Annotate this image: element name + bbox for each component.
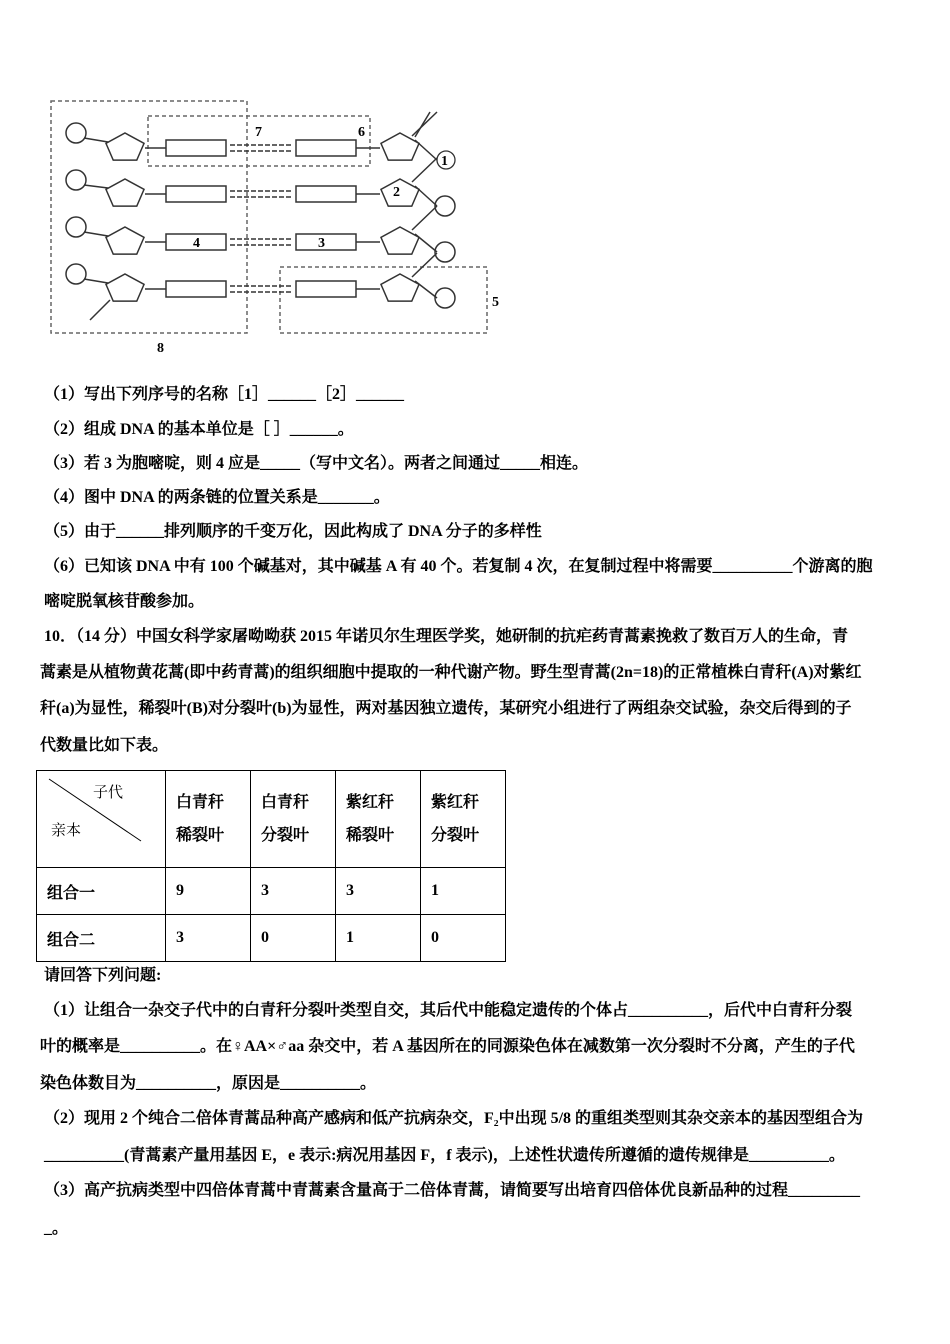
text-line: （3）高产抗病类型中四倍体青蒿中青蒿素含量高于二倍体青蒿，请简要写出培育四倍体优良新品种的过程_________ <box>44 1182 861 1199</box>
text-line: __________(青蒿素产量用基因 E，e 表示:病况用基因 F，f 表示)，上述性状遗传所遵循的遗传规律是__________。 <box>44 1147 845 1164</box>
cell: 3 <box>251 868 336 915</box>
phosphate-circle <box>66 170 86 190</box>
base-rect <box>166 281 226 297</box>
text-line: （4）图中 DNA 的两条链的位置关系是_______。 <box>44 489 390 506</box>
header-cell: 白青秆 稀裂叶 <box>166 771 251 868</box>
phosphate-circle <box>435 242 455 262</box>
label-4: 4 <box>193 236 200 251</box>
bond-line <box>90 300 110 320</box>
cell: 1 <box>336 915 421 962</box>
label-3: 3 <box>318 236 325 251</box>
phosphate-circle <box>435 196 455 216</box>
base-rect <box>296 140 356 156</box>
cell: 3 <box>336 868 421 915</box>
deoxyribose-pentagon <box>381 179 419 206</box>
bond-line <box>412 112 437 136</box>
corner-offspring-label: 子代 <box>93 783 124 801</box>
box-7-6 <box>148 116 370 166</box>
deoxyribose-pentagon <box>106 179 144 206</box>
cross-results-table <box>36 770 506 962</box>
deoxyribose-pentagon <box>106 274 144 301</box>
base-rect <box>166 186 226 202</box>
cell: 1 <box>421 868 506 915</box>
label-1: 1 <box>441 154 448 169</box>
bond-line <box>415 112 430 137</box>
bond-line <box>412 206 437 230</box>
deoxyribose-pentagon <box>106 133 144 160</box>
corner-parent-label: 亲本 <box>51 821 82 839</box>
bond-line <box>84 279 108 283</box>
phosphate-circle <box>66 264 86 284</box>
dna-structure-diagram <box>0 0 520 360</box>
text-line: 10．（14 分）中国女科学家屠呦呦获 2015 年诺贝尔生理医学奖，她研制的抗疟药青蒿素挽救了数百万人的生命，青 <box>44 628 849 645</box>
bond-line <box>84 185 108 188</box>
bond-line <box>415 186 437 206</box>
label-5: 5 <box>492 295 499 310</box>
row-label: 组合二 <box>37 915 166 962</box>
text-line: _。 <box>44 1220 69 1237</box>
phosphate-circle <box>66 217 86 237</box>
table-row <box>37 868 506 915</box>
header-cell: 紫红秆 稀裂叶 <box>336 771 421 868</box>
label-2: 2 <box>393 185 400 200</box>
text-line: （1）让组合一杂交子代中的白青秆分裂叶类型自交，其后代中能稳定遗传的个体占__________，后代中白青秆分裂 <box>44 1002 853 1019</box>
deoxyribose-pentagon <box>381 274 419 301</box>
text-line: 染色体数目为__________，原因是__________。 <box>40 1075 377 1092</box>
label-7: 7 <box>255 125 262 140</box>
text-line: 叶的概率是__________。在♀AA×♂aa 杂交中，若 A 基因所在的同源染色体在减数第一次分裂时不分离，产生的子代 <box>40 1038 855 1055</box>
header-cell: 白青秆 分裂叶 <box>251 771 336 868</box>
box-8 <box>51 101 247 333</box>
deoxyribose-pentagon <box>106 227 144 254</box>
cell: 9 <box>166 868 251 915</box>
bond-line <box>412 253 437 277</box>
text-line: 请回答下列问题: <box>44 967 162 984</box>
bond-line <box>415 281 437 298</box>
phosphate-circle <box>66 123 86 143</box>
text-line: （5）由于______排列顺序的千变万化，因此构成了 DNA 分子的多样性 <box>44 523 542 540</box>
table-row <box>37 915 506 962</box>
header-cell: 紫红秆 分裂叶 <box>421 771 506 868</box>
text-line: （1）写出下列序号的名称［1］______［2］______ <box>44 386 405 403</box>
deoxyribose-pentagon <box>381 133 419 160</box>
base-rect <box>296 281 356 297</box>
text-line: （2）组成 DNA 的基本单位是［ ］______。 <box>44 421 354 438</box>
label-6: 6 <box>358 125 365 140</box>
table-corner <box>37 771 166 868</box>
bond-line <box>415 140 437 160</box>
text-line: 秆(a)为显性，稀裂叶(B)对分裂叶(b)为显性，两对基因独立遗传，某研究小组进行了两组杂交试验，杂交后得到的子 <box>40 700 852 717</box>
base-rect <box>296 186 356 202</box>
cell: 3 <box>166 915 251 962</box>
text-line: 蒿素是从植物黄花蒿(即中药青蒿)的组织细胞中提取的一种代谢产物。野生型青蒿(2n=18)的正常植株白青秆(A)对紫红 <box>40 664 862 681</box>
bond-line <box>84 138 108 142</box>
text-line: 嘧啶脱氧核苷酸参加。 <box>44 593 205 610</box>
cell: 0 <box>251 915 336 962</box>
bond-line <box>84 232 108 236</box>
text-line: （3）若 3 为胞嘧啶，则 4 应是_____（写中文名）。两者之间通过_____相连。 <box>44 455 589 472</box>
row-label: 组合一 <box>37 868 166 915</box>
cell: 0 <box>421 915 506 962</box>
text-line: （2）现用 2 个纯合二倍体青蒿品种高产感病和低产抗病杂交，F₂中出现 5/8 的重组类型则其杂交亲本的基因型组合为 <box>44 1110 864 1127</box>
text-line: 代数量比如下表。 <box>40 737 169 754</box>
base-rect <box>296 234 356 250</box>
text-line: （6）已知该 DNA 中有 100 个碱基对，其中碱基 A 有 40 个。若复制 4 次，在复制过程中将需要__________个游离的胞 <box>44 558 873 575</box>
deoxyribose-pentagon <box>381 227 419 254</box>
bond-line <box>412 158 437 182</box>
box-5 <box>280 267 487 333</box>
base-rect <box>166 140 226 156</box>
bond-line <box>415 234 437 252</box>
label-8: 8 <box>157 341 164 356</box>
phosphate-circle <box>435 288 455 308</box>
